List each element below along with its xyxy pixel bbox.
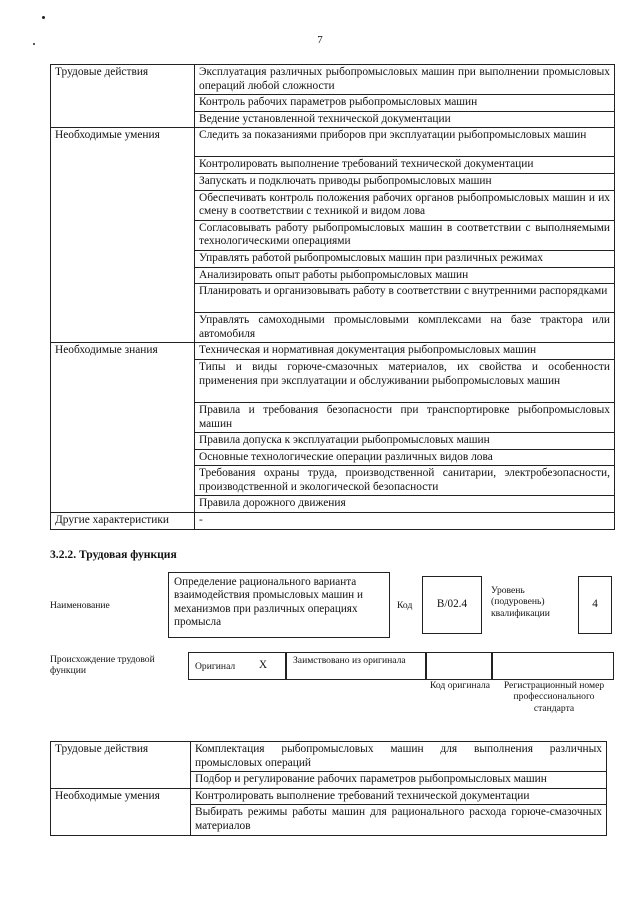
function-name-value: Определение рационального варианта взаимодействия промысловых машин и механизмов при различных операциях промысла [174,576,363,629]
row-label-required-skills: Необходимые умения [51,788,191,835]
table-cell: Требования охраны труда, производственной санитарии, электробезопасности, производственной и экологической безопасности [195,466,615,496]
table-cell: Запускать и подключать приводы рыбопромысловых машин [195,173,615,190]
table-cell: Правила и требования безопасности при транспортировке рыбопромысловых машин [195,402,615,432]
table-cell: Согласовывать работу рыбопромысловых машин в соответствии с выполняемыми технологическими операциями [195,220,615,250]
original-code-box [426,652,492,680]
row-label-other-characteristics: Другие характеристики [51,513,195,530]
labor-function-table-1 [50,64,615,530]
code-box [422,576,482,634]
table-cell: Обеспечивать контроль положения рабочих органов рыбопромысловых машин и их смену в соответствии с техникой и видом лова [195,190,615,220]
table-cell: - [195,513,615,530]
borrowed-label: Заимствовано из оригинала [293,655,406,666]
function-name-box [168,572,390,638]
original-mark: X [259,659,268,671]
level-box [578,576,612,634]
registration-number-caption: Регистрационный номер профессионального стандарта [503,680,605,714]
table-cell: Управлять самоходными промысловыми комплексами на базе трактора или автомобиля [195,313,615,343]
level-value: 4 [592,598,598,611]
table-cell: Подбор и регулирование рабочих параметров рыбопромысловых машин [191,772,607,789]
table-cell: Комплектация рыбопромысловых машин для выполнения различных промысловых операций [191,742,607,772]
table-cell: Анализировать опыт работы рыбопромысловых машин [195,267,615,284]
table-cell: Выбирать режимы работы машин для рационального расхода горюче-смазочных материалов [191,805,607,835]
row-label-labor-actions: Трудовые действия [51,742,191,789]
registration-number-box [492,652,614,680]
borrowed-box [286,652,426,680]
table-cell: Контроль рабочих параметров рыбопромысловых машин [195,95,615,112]
code-value: B/02.4 [436,598,468,611]
table-cell: Ведение установленной технической документации [195,111,615,128]
row-label-required-knowledge: Необходимые знания [51,343,195,513]
table-cell: Планировать и организовывать работу в соответствии с внутренними распорядками [195,284,615,313]
code-label: Код [397,600,413,611]
original-box [188,652,286,680]
table-cell: Эксплуатация различных рыбопромысловых машин при выполнении промысловых операций любой сложности [195,65,615,95]
table-cell: Управлять работой рыбопромысловых машин при различных режимах [195,250,615,267]
table-cell: Контролировать выполнение требований технической документации [191,788,607,805]
row-label-labor-actions: Трудовые действия [51,65,195,128]
table-cell: Правила допуска к эксплуатации рыбопромысловых машин [195,433,615,450]
original-label: Оригинал [195,661,236,672]
row-label-required-skills: Необходимые умения [51,128,195,343]
page-number: 7 [317,34,323,46]
original-code-caption: Код оригинала [429,680,491,691]
table-cell: Контролировать выполнение требований технической документации [195,157,615,174]
qualification-level-label: Уровень (подуровень) квалификации [491,585,550,619]
labor-function-table-2 [50,741,607,836]
origin-label: Происхождение трудовой функции [50,654,155,677]
table-cell: Основные технологические операции различных видов лова [195,449,615,466]
table-cell: Правила дорожного движения [195,496,615,513]
table-cell: Типы и виды горюче-смазочных материалов, их свойства и особенности применения при эксплуатации и обслуживании рыбопромысловых машин [195,359,615,402]
scan-speck [42,16,45,19]
table-cell: Техническая и нормативная документация рыбопромысловых машин [195,343,615,360]
table-cell: Следить за показаниями приборов при эксплуатации рыбопромысловых машин [195,128,615,157]
section-title: 3.2.2. Трудовая функция [50,548,177,561]
name-label: Наименование [50,600,110,611]
